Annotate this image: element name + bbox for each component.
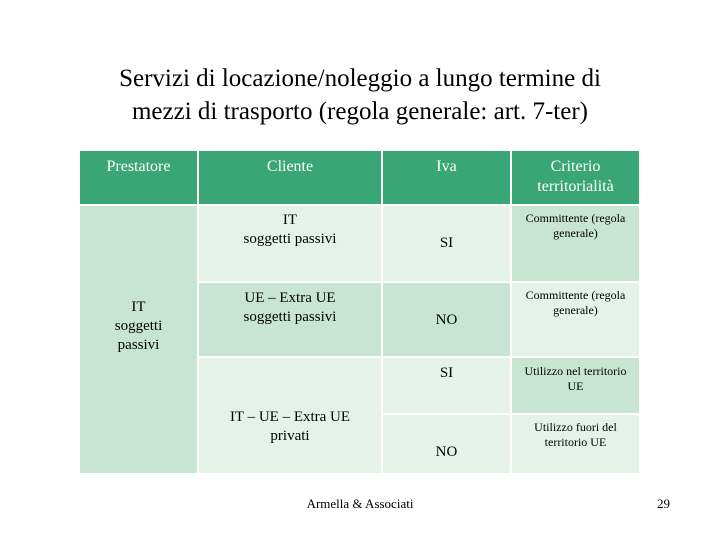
criterio-cell-4: Utilizzo fuori del territorio UE: [512, 415, 639, 473]
title-line-2: mezzi di trasporto (regola generale: art. 7-ter): [131, 98, 589, 125]
cliente-cell-3: IT – UE – Extra UE privati: [199, 358, 381, 473]
header-prestatore: Prestatore: [80, 151, 197, 204]
prestatore-cell: IT soggetti passivi: [80, 206, 197, 473]
header-cliente: Cliente: [199, 151, 381, 204]
criterio-cell-1: Committente (regola generale): [512, 206, 639, 281]
cliente-cell-2: UE – Extra UE soggetti passivi: [199, 283, 381, 356]
header-criterio: Criterio territorialità: [512, 151, 639, 204]
slide-title: [40, 62, 680, 128]
page-number: 29: [657, 496, 670, 511]
iva-cell-4: NO: [383, 415, 510, 473]
iva-cell-2: NO: [383, 283, 510, 356]
iva-cell-1: SI: [383, 206, 510, 281]
header-iva: Iva: [383, 151, 510, 204]
criterio-cell-2: Committente (regola generale): [512, 283, 639, 356]
criterio-cell-3: Utilizzo nel territorio UE: [512, 358, 639, 413]
title-line-1: Servizi di locazione/noleggio a lungo termine di: [119, 65, 601, 92]
cliente-cell-1: IT soggetti passivi: [199, 206, 381, 281]
iva-cell-3: SI: [383, 358, 510, 413]
footer-text: Armella & Associati: [306, 496, 414, 511]
